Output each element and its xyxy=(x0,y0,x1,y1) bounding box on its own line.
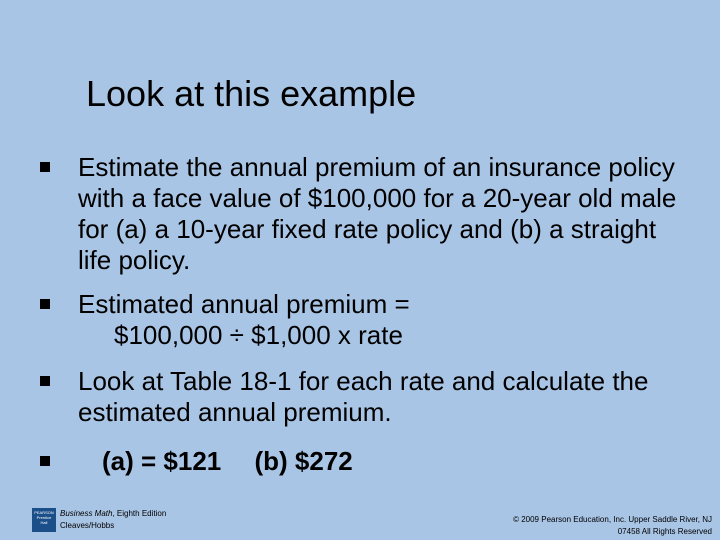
publisher-logo xyxy=(32,508,56,532)
answer-line xyxy=(78,446,353,477)
book-title: Business Math xyxy=(60,509,113,518)
logo-line-1: PEARSON xyxy=(34,510,54,515)
square-bullet-icon xyxy=(40,162,50,172)
square-bullet-icon xyxy=(40,299,50,309)
answer-b: (b) $272 xyxy=(254,446,353,476)
bullet-item-3 xyxy=(40,366,680,428)
answer-a: (a) = $121 xyxy=(102,446,222,476)
bullet-text-3: Look at Table 18-1 for each rate and calculate the estimated annual premium. xyxy=(78,366,649,427)
square-bullet-icon xyxy=(40,376,50,386)
logo-line-2: Prentice Hall xyxy=(36,515,52,525)
copyright-line-2: 07458 All Rights Reserved xyxy=(617,527,712,536)
square-bullet-icon xyxy=(40,456,50,466)
copyright xyxy=(513,514,712,538)
bullet-item-1 xyxy=(40,152,680,276)
book-authors: Cleaves/Hobbs xyxy=(60,521,115,530)
formula-label: Estimated annual premium = xyxy=(78,289,410,319)
copyright-line-1: © 2009 Pearson Education, Inc. Upper Saddle River, NJ xyxy=(513,515,712,524)
bullet-item-2 xyxy=(40,289,680,351)
bullet-item-4 xyxy=(40,446,680,477)
book-info xyxy=(60,508,166,532)
slide-title: Look at this example xyxy=(86,73,417,114)
footer-left xyxy=(32,508,166,532)
book-edition: , Eighth Edition xyxy=(112,509,167,518)
bullet-text-1: Estimate the annual premium of an insurance policy with a face value of $100,000 for a 20-year old male for (a) a 10-year fixed rate policy and (b) a straight life policy. xyxy=(78,152,677,275)
formula-expression: $100,000 ÷ $1,000 x rate xyxy=(114,320,403,350)
bullet-text-2 xyxy=(78,289,410,351)
